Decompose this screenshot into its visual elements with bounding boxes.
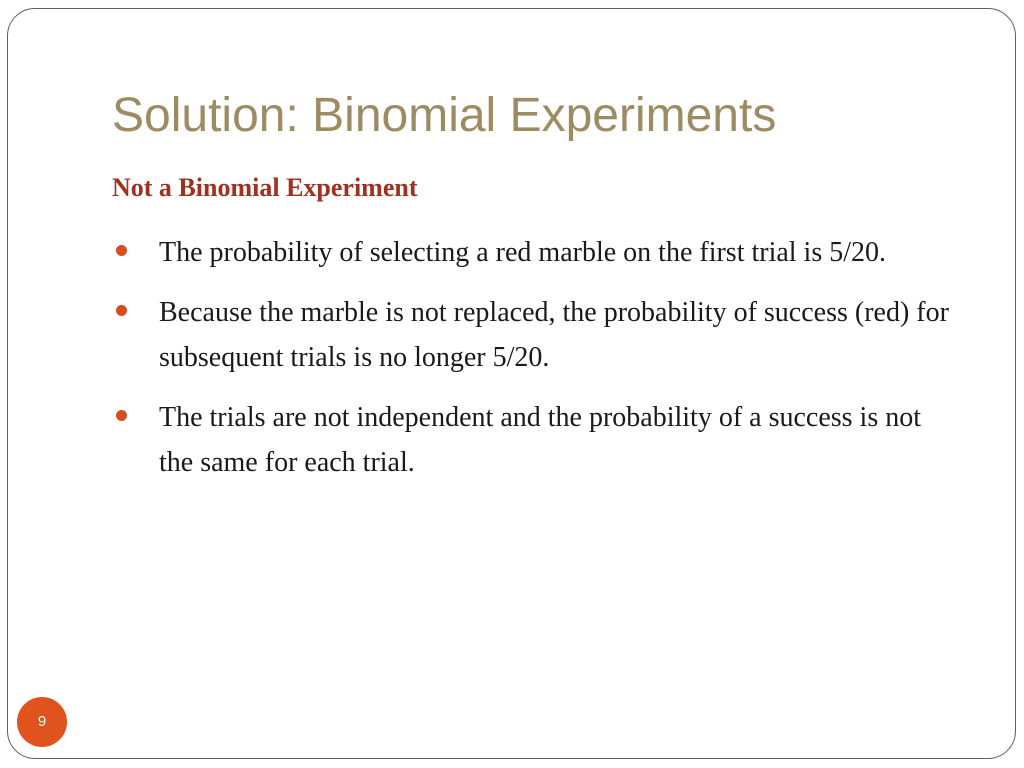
bullet-item (112, 395, 962, 485)
bullet-text: Because the marble is not replaced, the probability of success (red) for subsequent trials is no longer 5/20. (159, 297, 949, 373)
bullet-text: The probability of selecting a red marble on the first trial is 5/20. (159, 237, 887, 268)
bullet-dot-icon (116, 245, 127, 256)
bullet-item (112, 230, 962, 275)
bullet-item (112, 290, 962, 380)
slide-subtitle: Not a Binomial Experiment (112, 173, 418, 202)
bullet-dot-icon (116, 410, 127, 421)
page-number-badge: 9 (17, 697, 67, 747)
bullet-text: The trials are not independent and the probability of a success is not the same for each trial. (159, 402, 922, 478)
slide-title: Solution: Binomial Experiments (112, 89, 777, 142)
bullet-dot-icon (116, 305, 127, 316)
bullet-list (112, 230, 962, 500)
